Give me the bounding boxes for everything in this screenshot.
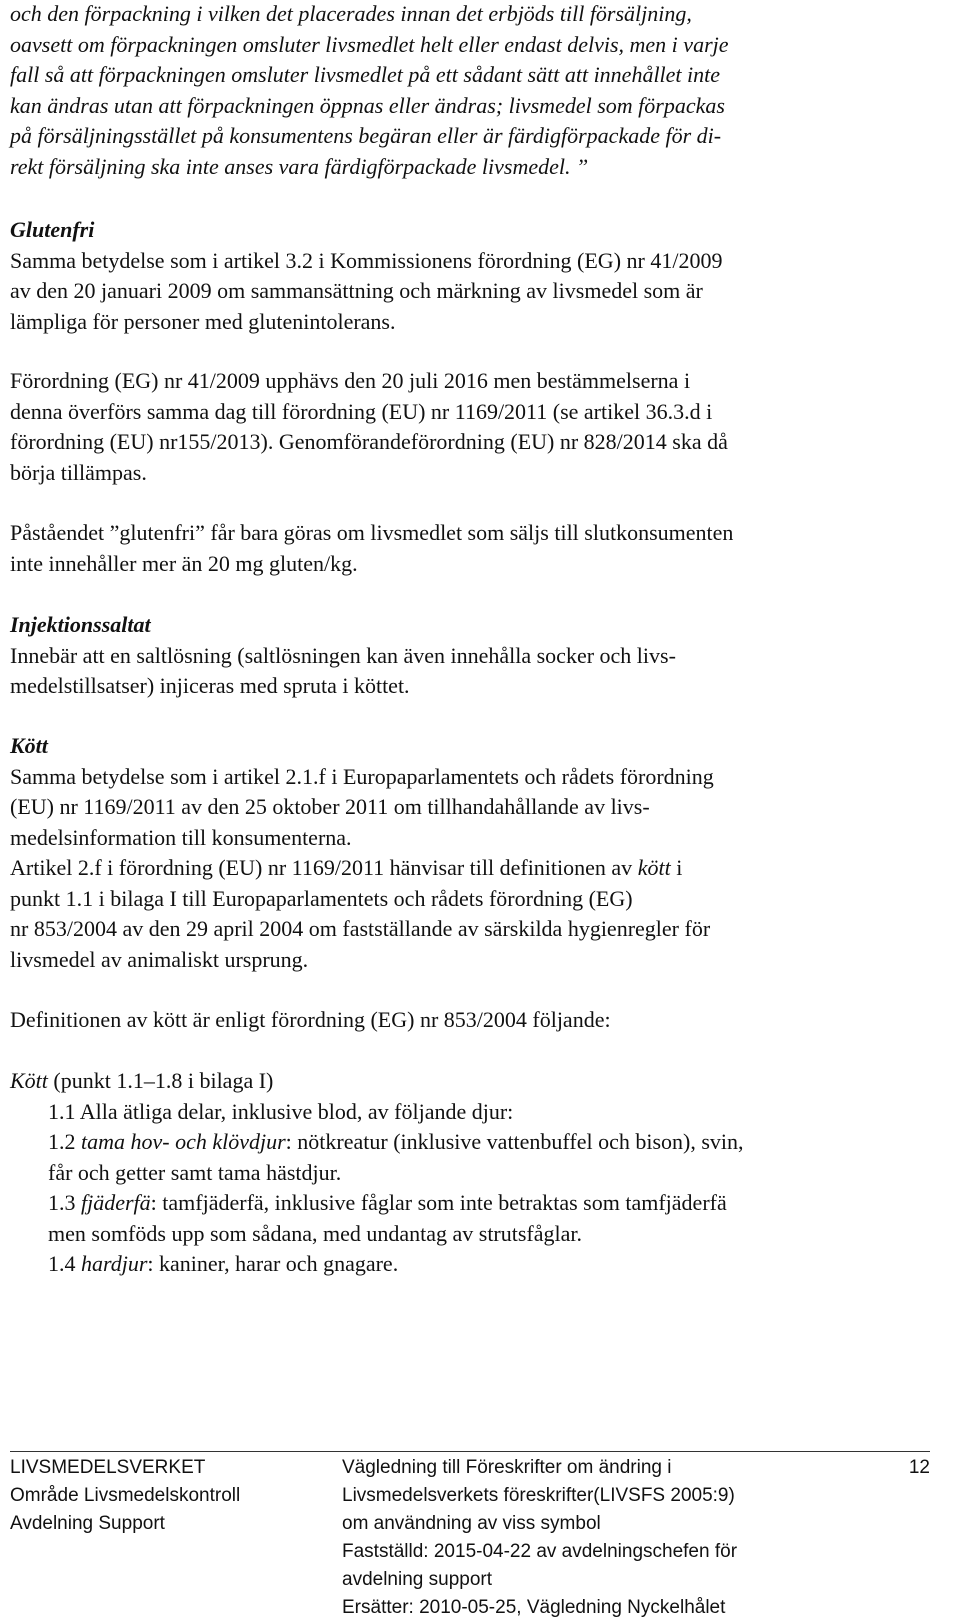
footer-document-info bbox=[342, 1454, 862, 1622]
intro-line: rekt försäljning ska inte anses vara färdigförpackade livsmedel. ” bbox=[10, 153, 589, 179]
paragraph-pastaendet bbox=[10, 518, 733, 579]
term-kott: Kött bbox=[10, 1068, 48, 1093]
definition-title bbox=[10, 1066, 744, 1097]
text-line: Samma betydelse som i artikel 3.2 i Kommissionens förordning (EG) nr 41/2009 bbox=[10, 247, 723, 273]
text-line: (EU) nr 1169/2011 av den 25 oktober 2011 om tillhandahållande av livs- bbox=[10, 794, 650, 819]
page-footer bbox=[10, 1451, 930, 1618]
list-item bbox=[48, 1249, 744, 1280]
list-item: 1.1 Alla ätliga delar, inklusive blod, av följande djur: bbox=[48, 1098, 514, 1124]
text-run: i bbox=[670, 855, 683, 880]
term-kott: kött bbox=[637, 855, 671, 880]
footer-doc-line: Fastställd: 2015-04-22 av avdelningschefen för bbox=[342, 1541, 738, 1562]
text-line: medelsinformation till konsumenterna. bbox=[10, 824, 352, 850]
footer-doc-line: om användning av viss symbol bbox=[342, 1513, 601, 1534]
term: tama hov- och klövdjur bbox=[81, 1129, 286, 1154]
footer-org-line: Avdelning Support bbox=[10, 1513, 165, 1534]
item-number: 1.4 bbox=[48, 1251, 81, 1276]
text-line: nr 853/2004 av den 29 april 2004 om fastställande av särskilda hygienregler för bbox=[10, 916, 711, 941]
list-item bbox=[48, 1188, 744, 1219]
list-item-continuation: men somföds upp som sådana, med undantag av strutsfåglar. bbox=[48, 1220, 583, 1246]
text-line: av den 20 januari 2009 om sammansättning och märkning av livsmedel som är bbox=[10, 278, 703, 303]
item-number: 1.3 bbox=[48, 1190, 81, 1215]
text-line: medelstillsatser) injiceras med spruta i köttet. bbox=[10, 673, 410, 698]
text-run: (punkt 1.1–1.8 i bilaga I) bbox=[47, 1068, 274, 1093]
text-run: Artikel 2.f i förordning (EU) nr 1169/2011 hänvisar till definitionen av bbox=[10, 855, 638, 880]
page-number: 12 bbox=[908, 1457, 930, 1478]
text-line: livsmedel av animaliskt ursprung. bbox=[10, 946, 309, 972]
definition-list bbox=[10, 1066, 744, 1280]
list-item bbox=[48, 1127, 744, 1158]
footer-organization bbox=[10, 1454, 330, 1538]
text-line bbox=[10, 853, 714, 884]
text-line: Definitionen av kött är enligt förordning (EG) nr 853/2004 följande: bbox=[10, 1007, 611, 1032]
text-run: : nötkreatur (inklusive vattenbuffel och bison), svin, bbox=[285, 1129, 744, 1154]
text-line: inte innehåller mer än 20 mg gluten/kg. bbox=[10, 550, 358, 576]
text-line: Förordning (EG) nr 41/2009 upphävs den 20 juli 2016 men bestämmelserna i bbox=[10, 368, 691, 393]
footer-doc-line: avdelning support bbox=[342, 1569, 492, 1590]
section-injektionssaltat bbox=[10, 610, 676, 702]
text-run: : kaniner, harar och gnagare. bbox=[147, 1251, 399, 1276]
term: hardjur bbox=[81, 1251, 148, 1276]
text-line: förordning (EU) nr155/2013). Genomförandeförordning (EU) nr 828/2014 ska då bbox=[10, 429, 728, 454]
intro-line: kan ändras utan att förpackningen öppnas eller ändras; livsmedel som förpackas bbox=[10, 92, 725, 118]
text-line: Påståendet ”glutenfri” får bara göras om livsmedlet som säljs till slutkonsumenten bbox=[10, 520, 734, 545]
text-line: börja tillämpas. bbox=[10, 459, 147, 485]
intro-line: fall så att förpackningen omsluter livsmedlet på ett sådant sätt att innehållet inte bbox=[10, 62, 721, 87]
term: fjäderfä bbox=[81, 1190, 151, 1215]
intro-line: oavsett om förpackningen omsluter livsmedlet helt eller endast delvis, men i varje bbox=[10, 31, 729, 57]
definition-intro bbox=[10, 1005, 611, 1036]
text-line: denna överförs samma dag till förordning (EU) nr 1169/2011 (se artikel 36.3.d i bbox=[10, 398, 713, 424]
heading-injektionssaltat: Injektionssaltat bbox=[10, 612, 151, 637]
section-kott bbox=[10, 731, 714, 975]
section-glutenfri bbox=[10, 215, 722, 337]
heading-kott: Kött bbox=[10, 733, 48, 758]
footer-doc-line: Livsmedelsverkets föreskrifter(LIVSFS 2005:9) bbox=[342, 1485, 735, 1506]
footer-org-line: Område Livsmedelskontroll bbox=[10, 1485, 241, 1506]
intro-line: och den förpackning i vilken det placerades innan det erbjöds till försäljning, bbox=[10, 1, 692, 26]
text-line: Samma betydelse som i artikel 2.1.f i Europaparlamentets och rådets förordning bbox=[10, 763, 714, 789]
text-line: lämpliga för personer med glutenintolerans. bbox=[10, 308, 396, 334]
text-line: Innebär att en saltlösning (saltlösningen kan även innehålla socker och livs- bbox=[10, 642, 676, 668]
footer-doc-line: Ersätter: 2010-05-25, Vägledning Nyckelhålet bbox=[342, 1597, 726, 1618]
footer-org-line: LIVSMEDELSVERKET bbox=[10, 1457, 206, 1478]
intro-paragraph bbox=[10, 0, 729, 182]
intro-line: på försäljningsstället på konsumentens begäran eller är färdigförpackade för di- bbox=[10, 123, 722, 148]
list-item-continuation: får och getter samt tama hästdjur. bbox=[48, 1159, 342, 1185]
text-line: punkt 1.1 i bilaga I till Europaparlamentets och rådets förordning (EG) bbox=[10, 885, 633, 911]
item-number: 1.2 bbox=[48, 1129, 81, 1154]
footer-doc-line: Vägledning till Föreskrifter om ändring i bbox=[342, 1457, 672, 1478]
paragraph-forordning bbox=[10, 366, 728, 488]
heading-glutenfri: Glutenfri bbox=[10, 217, 95, 242]
text-run: : tamfjäderfä, inklusive fåglar som inte betraktas som tamfjäderfä bbox=[150, 1190, 727, 1215]
